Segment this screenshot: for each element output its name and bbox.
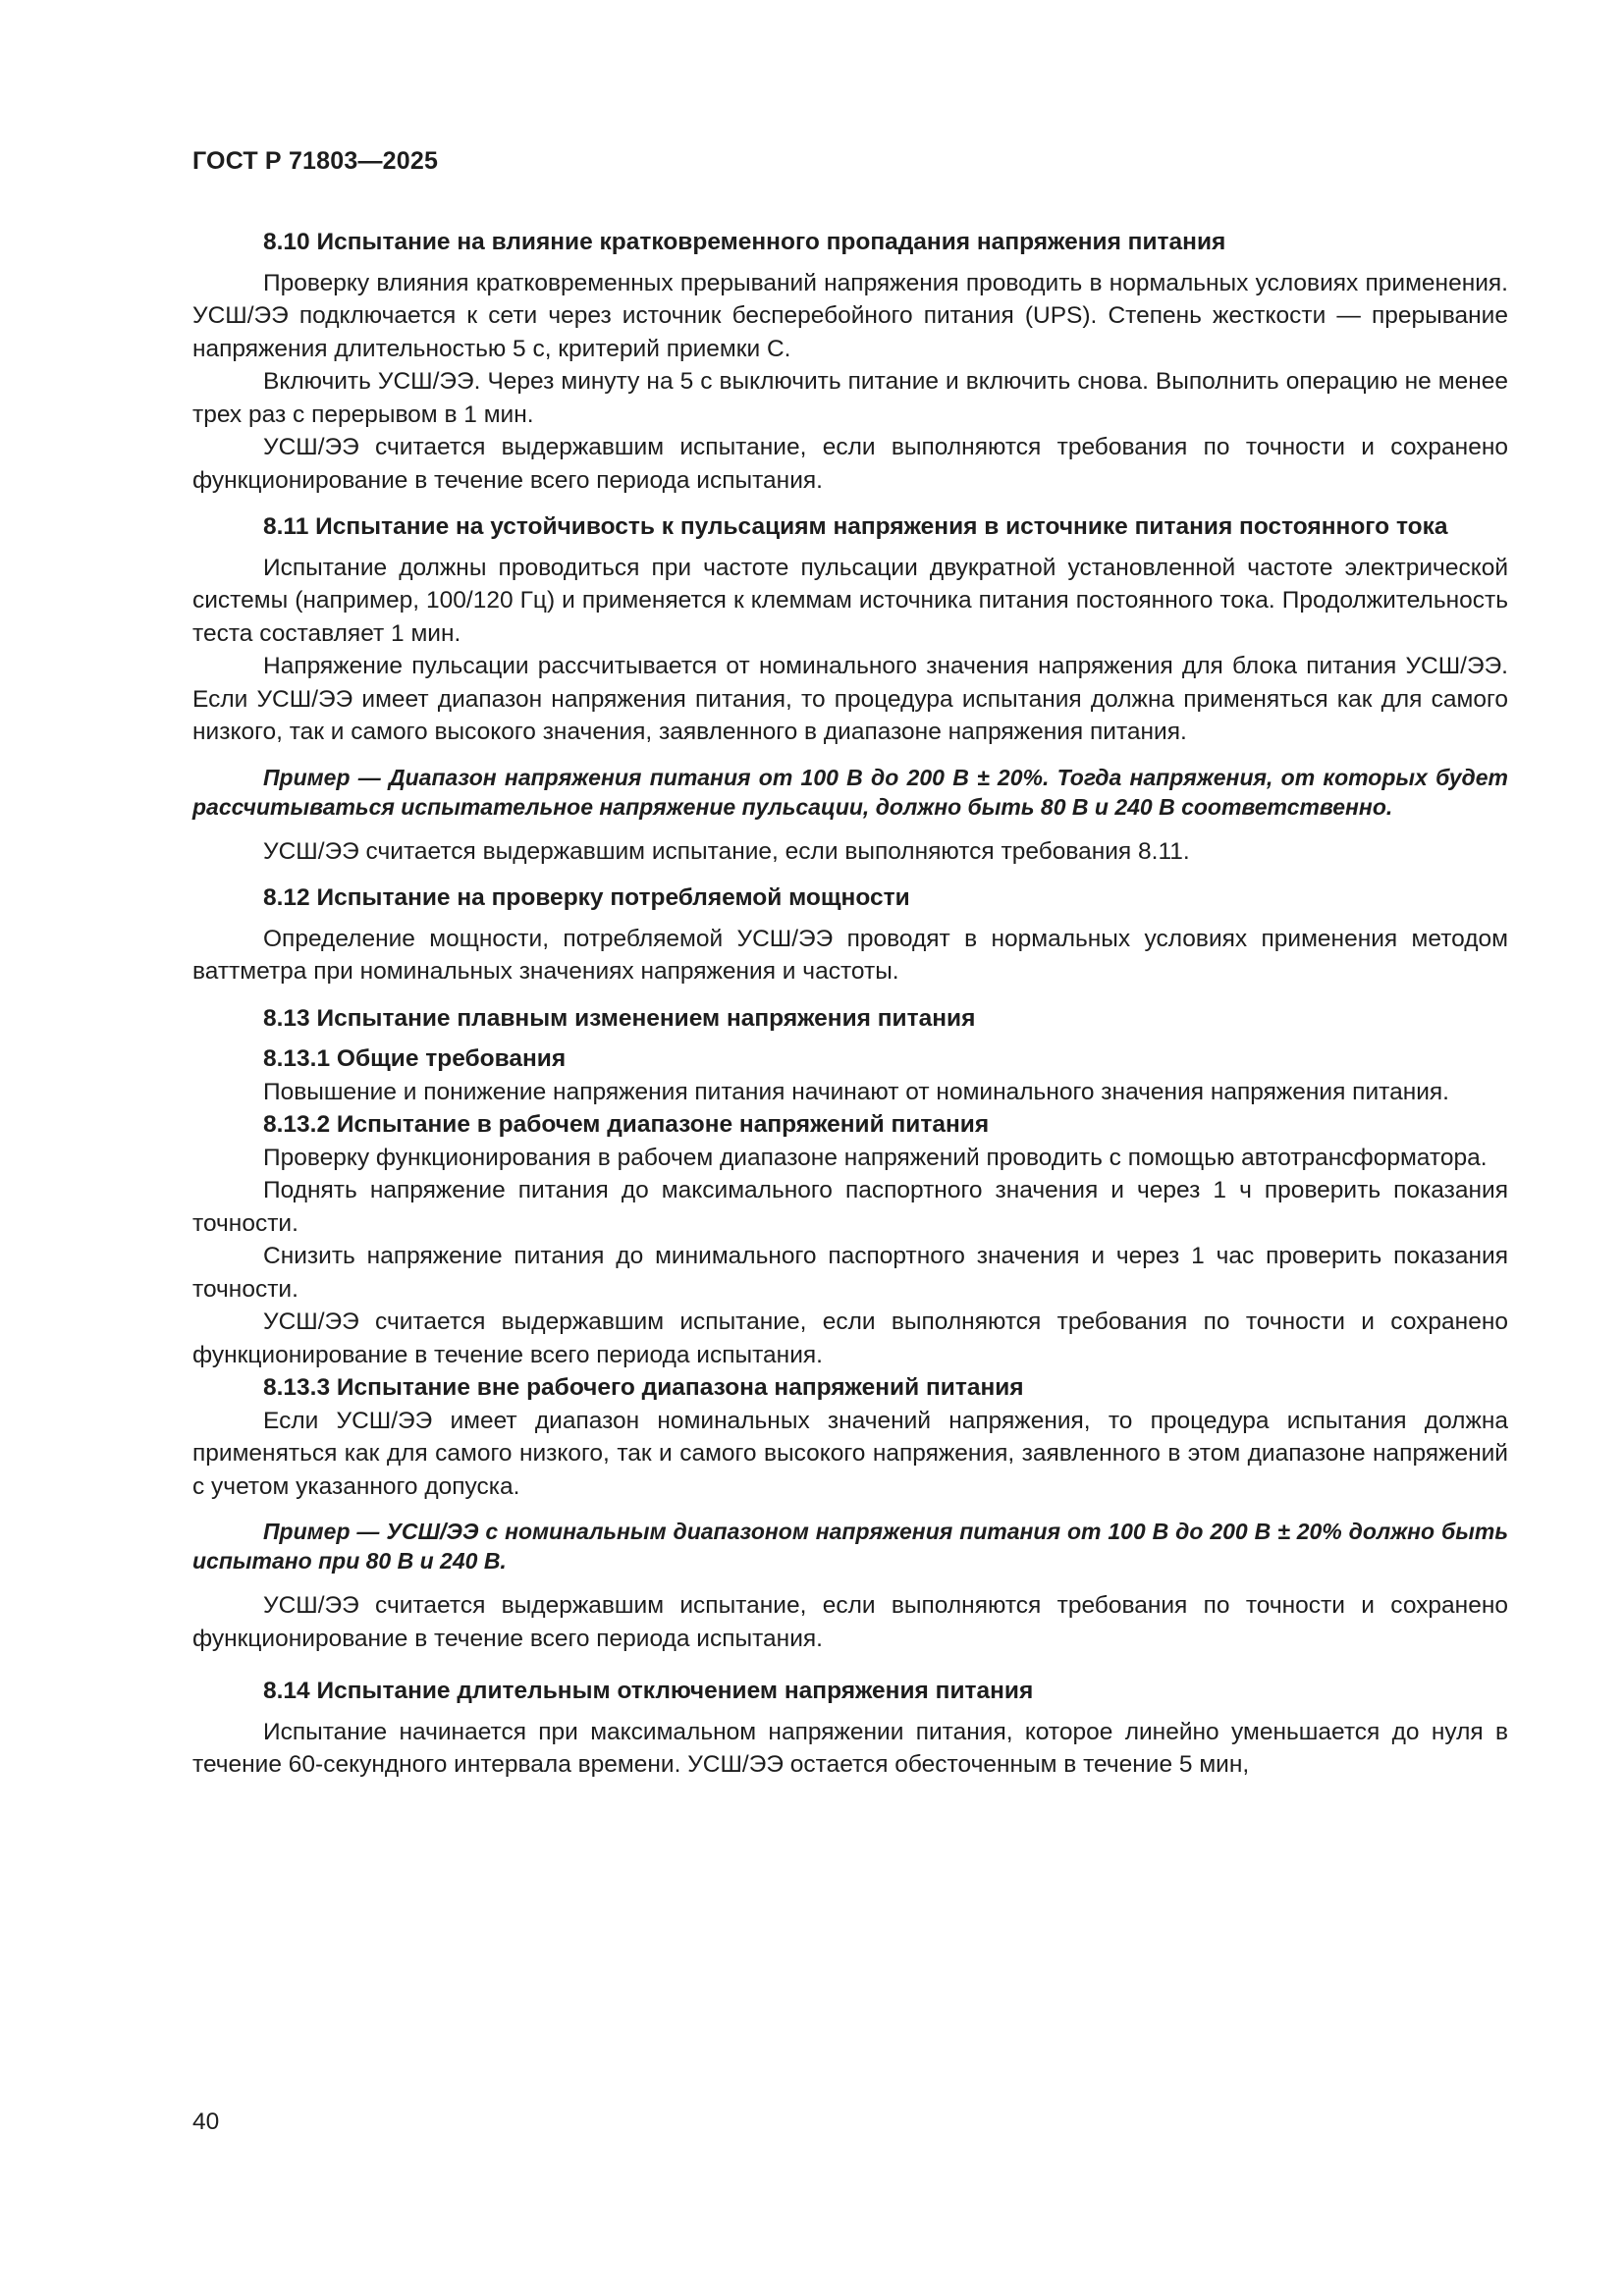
paragraph: Проверку влияния кратковременных прерываний напряжения проводить в нормальных условиях применения. УСШ/ЭЭ подключается к сети через источник бесперебойного питания (UPS). Степень жесткости — прерывание напряжения длительностью 5 с, критерий приемки С. (192, 269, 1508, 362)
paragraph: УСШ/ЭЭ считается выдержавшим испытание, если выполняются требования по точности и сохранено функционирование в течение всего периода испытания. (192, 1592, 1508, 1652)
paragraph: УСШ/ЭЭ считается выдержавшим испытание, если выполняются требования по точности и сохранено функционирование в течение всего периода испытания. (192, 434, 1508, 494)
document-body (192, 226, 1508, 1782)
section-heading-8-10: 8.10 Испытание на влияние кратковременного пропадания напряжения питания (263, 229, 1226, 255)
paragraph: Проверку функционирования в рабочем диапазоне напряжений проводить с помощью автотрансформатора. (263, 1144, 1488, 1171)
paragraph: УСШ/ЭЭ считается выдержавшим испытание, если выполняются требования по точности и сохранено функционирование в течение всего периода испытания. (192, 1308, 1508, 1368)
paragraph: Если УСШ/ЭЭ имеет диапазон номинальных значений напряжения, то процедура испытания должна применяться как для самого низкого, так и самого высокого напряжения, заявленного в этом диапазоне напряжений с учетом указанного допуска. (192, 1407, 1508, 1500)
example-note: Пример — УСШ/ЭЭ с номинальным диапазоном напряжения питания от 100 В до 200 В ± 20% должно быть испытано при 80 В и 240 В. (192, 1519, 1508, 1574)
paragraph: Повышение и понижение напряжения питания начинают от номинального значения напряжения питания. (263, 1078, 1449, 1105)
subsection-heading-8-13-3: 8.13.3 Испытание вне рабочего диапазона напряжений питания (263, 1374, 1024, 1401)
page-number: 40 (192, 2109, 220, 2135)
section-heading-8-13: 8.13 Испытание плавным изменением напряжения питания (263, 1004, 976, 1032)
paragraph: Снизить напряжение питания до минимального паспортного значения и через 1 час проверить показания точности. (192, 1243, 1508, 1303)
section-heading-8-14: 8.14 Испытание длительным отключением напряжения питания (263, 1678, 1034, 1704)
paragraph: Напряжение пульсации рассчитывается от номинального значения напряжения для блока питания УСШ/ЭЭ. Если УСШ/ЭЭ имеет диапазон напряжения питания, то процедура испытания должна применяться как для самого низкого, так и самого высокого значения, заявленного в диапазоне напряжения питания. (192, 653, 1508, 745)
section-heading-8-11: 8.11 Испытание на устойчивость к пульсациям напряжения в источнике питания постоянного тока (263, 513, 1448, 540)
paragraph: Испытание должны проводиться при частоте пульсации двукратной установленной частоте электрической системы (например, 100/120 Гц) и применяется к клеммам источника питания постоянного тока. Продолжительность теста составляет 1 мин. (192, 554, 1508, 647)
paragraph: Испытание начинается при максимальном напряжении питания, которое линейно уменьшается до нуля в течение 60-секундного интервала времени. УСШ/ЭЭ остается обесточенным в течение 5 мин, (192, 1718, 1508, 1778)
paragraph: Определение мощности, потребляемой УСШ/ЭЭ проводят в нормальных условиях применения методом ваттметра при номинальных значениях напряжения и частоты. (192, 925, 1508, 985)
subsection-heading-8-13-1: 8.13.1 Общие требования (263, 1045, 567, 1072)
example-note: Пример — Диапазон напряжения питания от 100 В до 200 В ± 20%. Тогда напряжения, от которых будет рассчитываться испытательное напряжение пульсации, должно быть 80 В и 240 В соответственно. (192, 764, 1508, 820)
paragraph: Поднять напряжение питания до максимального паспортного значения и через 1 ч проверить показания точности. (192, 1177, 1508, 1237)
section-heading-8-12: 8.12 Испытание на проверку потребляемой мощности (263, 884, 910, 911)
document-header: ГОСТ Р 71803—2025 (192, 147, 439, 175)
paragraph: УСШ/ЭЭ считается выдержавшим испытание, если выполняются требования 8.11. (263, 837, 1190, 865)
paragraph: Включить УСШ/ЭЭ. Через минуту на 5 с выключить питание и включить снова. Выполнить операцию не менее трех раз с перерывом в 1 мин. (192, 368, 1508, 428)
subsection-heading-8-13-2: 8.13.2 Испытание в рабочем диапазоне напряжений питания (263, 1111, 990, 1138)
